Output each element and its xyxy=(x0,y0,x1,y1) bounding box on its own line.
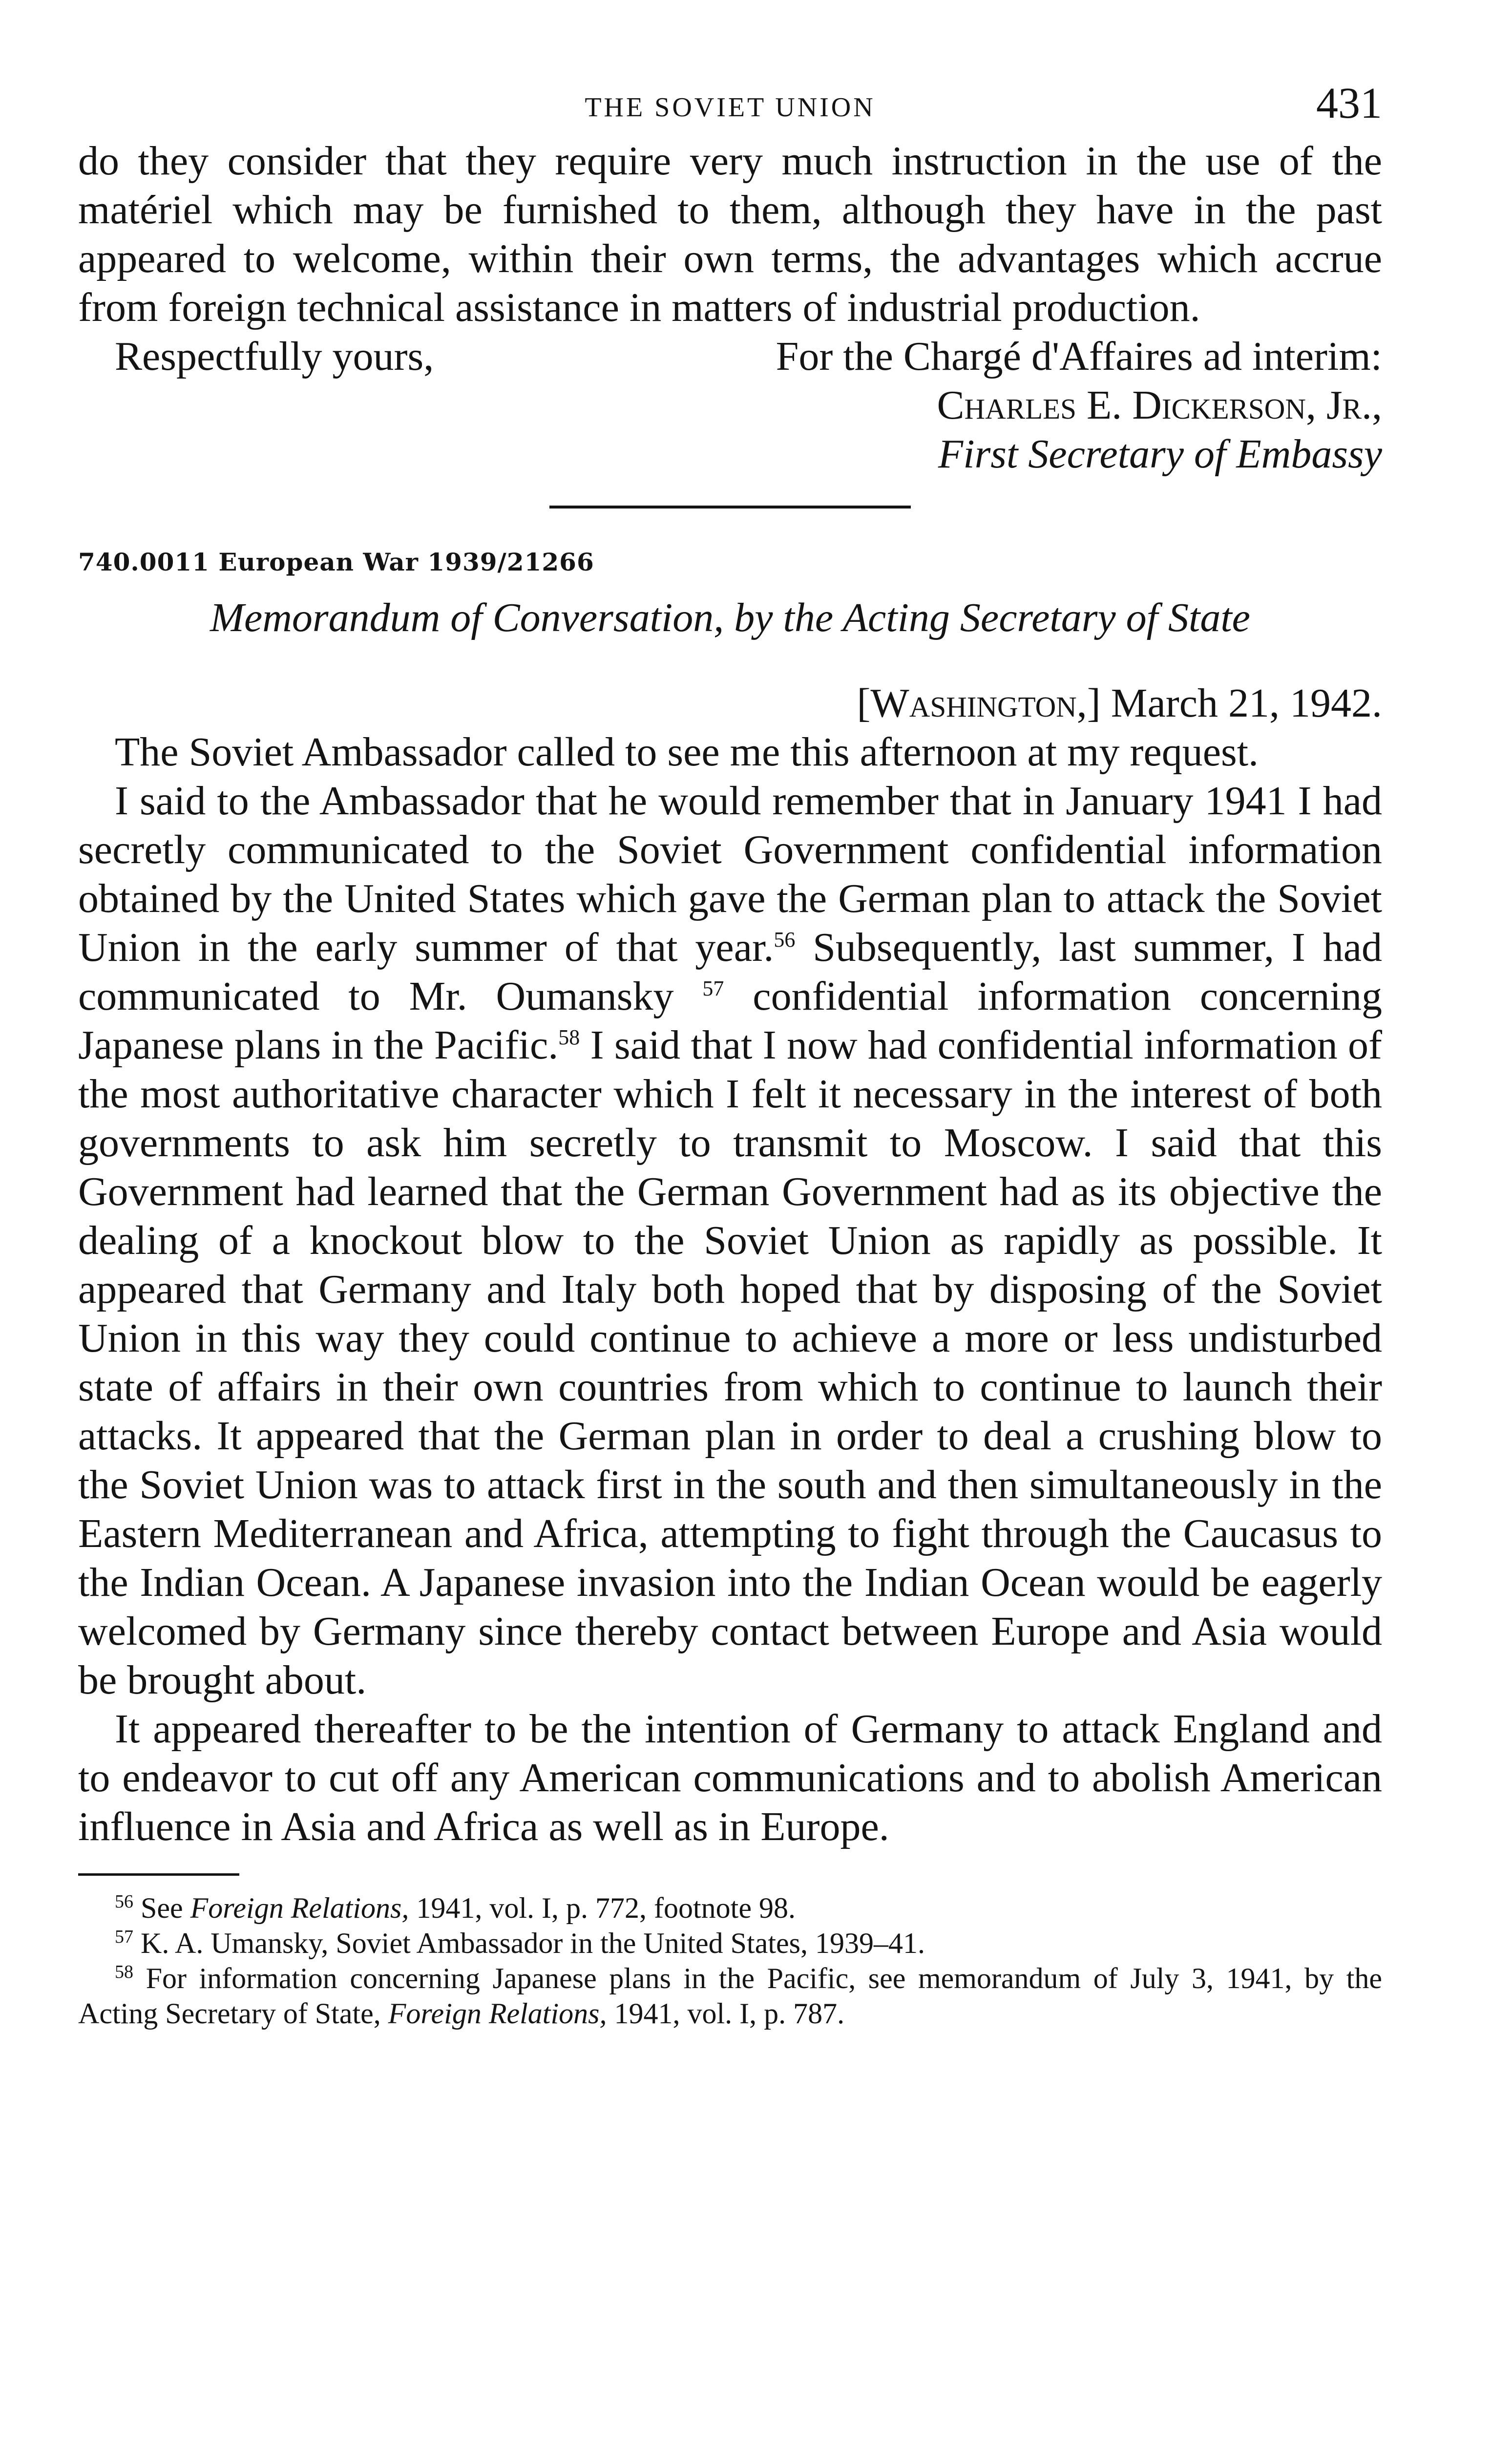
paragraph-2-part-1: I said to the Ambassador that he would remember that in January 1941 I had secretly communicated to the Soviet Government confidential information obtained by the United States which gave the German plan to attack the Soviet Union in the early summer of that year. xyxy=(78,778,1382,970)
footnote-56 xyxy=(78,1890,1382,1926)
footnote-mark: 58 xyxy=(115,1962,133,1982)
paragraph-2-part-2: Subsequently, last summer, I had communicated to Mr. Oumansky xyxy=(78,925,1382,1019)
footnote-citation: Foreign Relations, xyxy=(388,1997,607,2030)
signature-block xyxy=(776,332,1382,479)
footnote-mark: 57 xyxy=(115,1927,133,1947)
footnote-text: For information concerning Japanese plans in the Pacific, see memorandum of July 3, 1941, by the Acting Secretary of State, xyxy=(78,1962,1382,2030)
footnotes xyxy=(78,1890,1382,2031)
document-page xyxy=(78,73,1382,2031)
paragraph-1: The Soviet Ambassador called to see me this afternoon at my request. xyxy=(115,729,1259,775)
running-head-title: THE SOVIET UNION xyxy=(585,92,876,123)
footnote-text: K. A. Umansky, Soviet Ambassador in the United States, 1939–41. xyxy=(141,1927,925,1959)
footnote-text-tail: 1941, vol. I, p. 787. xyxy=(607,1997,845,2030)
footnote-divider xyxy=(78,1873,239,1876)
letter-closing xyxy=(78,332,1382,477)
footnote-text-tail: 1941, vol. I, p. 772, footnote 98. xyxy=(409,1892,796,1924)
signer-title: First Secretary of Embassy xyxy=(938,431,1382,477)
paragraph-2 xyxy=(78,777,1382,1705)
signer-name: Charles E. Dickerson, Jr., xyxy=(937,382,1382,428)
footnote-text: See xyxy=(141,1892,190,1924)
footnote-citation: Foreign Relations, xyxy=(190,1892,409,1924)
continuation-paragraph: do they consider that they require very much instruction in the use of the matériel which may be furnished to them, although they have in the past appeared to welcome, within their own terms, the advantages which accrue from foreign technical assistance in matters of industrial production. xyxy=(78,138,1382,330)
document-title: Memorandum of Conversation, by the Acting Secretary of State xyxy=(210,595,1250,640)
dateline-place: [Washington,] xyxy=(857,680,1101,726)
page-number: 431 xyxy=(1316,79,1382,127)
paragraph-2-part-4: I said that I now had confidential information of the most authoritative character which I felt it necessary in the interest of both governments to ask him secretly to transmit to Moscow. I said that this Government had learned that the German Government had as its objective the dealing of a knockout blow to the Soviet Union as rapidly as possible. It appeared that Germany and Italy both hoped that by disposing of the Soviet Union in this way they could continue to achieve a more or less undisturbed state of affairs in their own countries from which to continue to launch their attacks. It appeared that the German plan in order to deal a crushing blow to the Soviet Union was to attack first in the south and then simultaneously in the Eastern Mediterranean and Africa, attempting to fight through the Caucasus to the Indian Ocean. A Japanese invasion into the Indian Ocean would be eagerly welcomed by Germany since thereby contact between Europe and Asia would be brought about. xyxy=(78,1022,1382,1703)
footnote-ref-56[interactable]: 56 xyxy=(774,928,796,952)
for-line: For the Chargé d'Affaires ad interim: xyxy=(776,334,1382,379)
running-head xyxy=(78,73,1382,137)
footnote-58 xyxy=(78,1961,1382,2031)
dateline-date: March 21, 1942. xyxy=(1111,680,1382,726)
footnote-ref-58[interactable]: 58 xyxy=(558,1025,580,1049)
paragraph-3: It appeared thereafter to be the intention of Germany to attack England and to endeavor to cut off any American communications and to abolish American influence in Asia and Africa as well as in Europe. xyxy=(78,1706,1382,1849)
footnote-57 xyxy=(78,1926,1382,1961)
paragraph-2-part-3: confidential information concerning Japanese plans in the Pacific. xyxy=(78,974,1382,1068)
footnote-mark: 56 xyxy=(115,1891,133,1912)
file-number: 740.0011 European War 1939/21266 xyxy=(78,548,594,576)
complimentary-close: Respectfully yours, xyxy=(115,334,434,379)
footnote-ref-57[interactable]: 57 xyxy=(702,976,724,1000)
section-divider xyxy=(549,506,911,509)
dateline xyxy=(78,679,1382,728)
